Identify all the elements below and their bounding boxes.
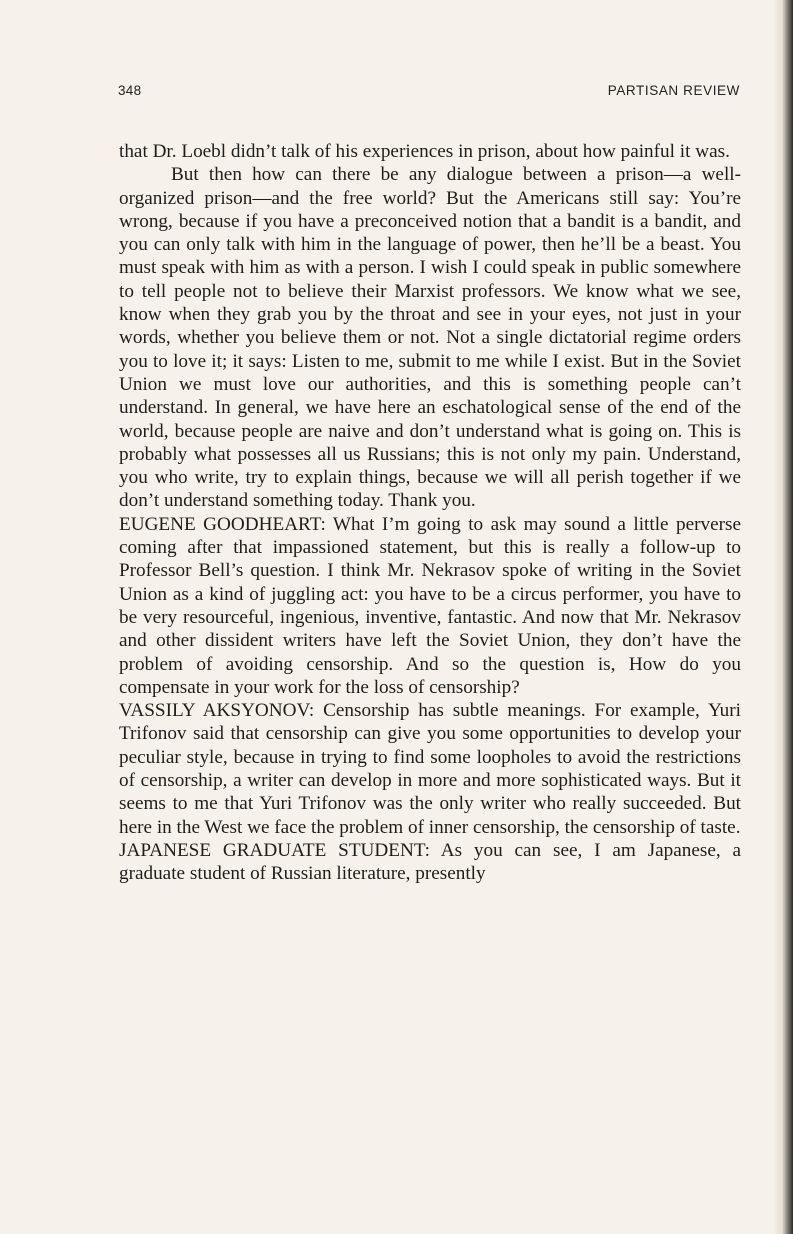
body-text: [119, 140, 741, 886]
page-spine-shadow: [773, 0, 793, 1234]
paragraph-goodheart: EUGENE GOODHEART: What I’m going to ask may sound a little perverse coming after that impassioned statement, but this is really a follow-up to Professor Bell’s question. I think Mr. Nekrasov spoke of writing in the Soviet Union as a kind of juggling act: you have to be a circus performer, you have to be very resourceful, ingenious, inventive, fantastic. And now that Mr. Nekrasov and other dissident writers have left the Soviet Union, they don’t have the problem of avoiding censorship. And so the question is, How do you compensate in your work for the loss of censorship?: [119, 513, 741, 698]
paragraph-japanese-student: JAPANESE GRADUATE STUDENT: As you can see, I am Japanese, a graduate student of Russian literature, presently: [119, 839, 741, 885]
paragraph-dialogue: But then how can there be any dialogue between a prison—a well-organized prison—and the free world? But the Americans still say: You’re wrong, because if you have a preconceived notion that a bandit is a bandit, and you can only talk with him in the language of power, then he’ll be a beast. You must speak with him as with a person. I wish I could speak in public somewhere to tell people not to believe their Marxist professors. We know what we see, know when they grab you by the throat and see in your eyes, not just in your words, whether you believe them or not. Not a single dictatorial regime orders you to love it; it says: Listen to me, submit to me while I exist. But in the Soviet Union we must love our authorities, and this is something people can’t understand. In general, we have here an eschatological sense of the end of the world, because people are naive and don’t understand what is going on. This is probably what possesses all us Russians; this is not only my pain. Understand, you who write, try to explain things, because we will all perish together if we don’t understand something today. Thank you.: [119, 164, 741, 512]
paragraph-continuation: that Dr. Loebl didn’t talk of his experiences in prison, about how painful it was.: [119, 141, 730, 162]
paragraph-aksyonov: VASSILY AKSYONOV: Censorship has subtle meanings. For example, Yuri Trifonov said that censorship can give you some opportunities to develop your peculiar style, because in trying to find some loopholes to avoid the restrictions of censorship, a writer can develop in more and more sophisticated ways. But it seems to me that Yuri Trifonov was the only writer who really succeeded. But here in the West we face the problem of inner censorship, the censorship of taste.: [119, 700, 741, 838]
page-number: 348: [118, 83, 142, 98]
running-head: PARTISAN REVIEW: [607, 83, 740, 98]
page-header: [118, 83, 740, 101]
